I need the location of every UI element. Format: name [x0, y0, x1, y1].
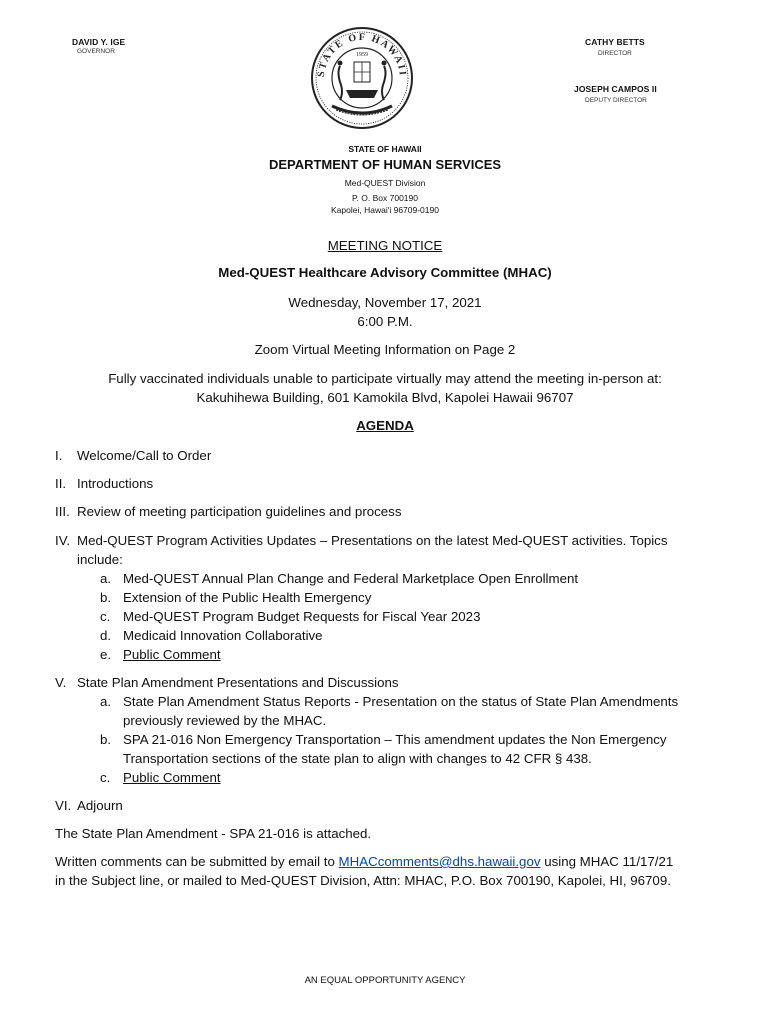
footer-equal-opportunity: AN EQUAL OPPORTUNITY AGENCY	[304, 975, 466, 986]
sub-item-iv-d: Medicaid Innovation Collaborative	[123, 628, 323, 643]
inperson-line-2: Kakuhihewa Building, 601 Kamokila Blvd, Kapolei Hawaii 96707	[196, 390, 574, 405]
sub-item-v-a-line-1: State Plan Amendment Status Reports - Presentation on the status of State Plan Amendments	[123, 694, 679, 709]
meeting-notice-title: MEETING NOTICE	[327, 238, 443, 253]
agenda-item-vi: Adjourn	[77, 798, 123, 813]
inperson-line-1: Fully vaccinated individuals unable to participate virtually may attend the meeting in-person at:	[108, 371, 662, 386]
sub-item-letter: c.	[100, 770, 111, 785]
agenda-item-ii: Introductions	[77, 476, 154, 491]
sub-item-letter: b.	[100, 590, 112, 605]
zoom-info: Zoom Virtual Meeting Information on Page 2	[254, 342, 516, 357]
division-name: Med-QUEST Division	[344, 178, 426, 188]
sub-item-iv-c: Med-QUEST Program Budget Requests for Fiscal Year 2023	[123, 609, 481, 624]
sub-item-letter: a.	[100, 571, 112, 586]
comments-line-1	[55, 852, 673, 871]
comments-prefix: Written comments can be submitted by email to	[55, 854, 339, 869]
meeting-date: Wednesday, November 17, 2021	[288, 295, 482, 310]
meeting-time: 6:00 P.M.	[357, 314, 413, 329]
seal-text: STATE OF HAWAII	[315, 31, 409, 78]
agenda-item-i-number: I.	[55, 448, 63, 463]
agenda-item-iii-number: III.	[55, 504, 70, 519]
agenda-item-iv-number: IV.	[55, 533, 71, 548]
deputy-director-title: DEPUTY DIRECTOR	[585, 97, 647, 104]
sub-item-iv-a: Med-QUEST Annual Plan Change and Federal Marketplace Open Enrollment	[123, 571, 579, 586]
attachment-note: The State Plan Amendment - SPA 21-016 is attached.	[55, 826, 372, 841]
agenda-item-iv-line-1: Med-QUEST Program Activities Updates – Presentations on the latest Med-QUEST activities. Topics	[77, 533, 668, 548]
sub-item-v-b-line-1: SPA 21-016 Non Emergency Transportation – This amendment updates the Non Emergency	[123, 732, 667, 747]
deputy-director-name: JOSEPH CAMPOS II	[574, 84, 657, 94]
agenda-item-v: State Plan Amendment Presentations and Discussions	[77, 675, 399, 690]
sub-item-letter: d.	[100, 628, 112, 643]
department-name: DEPARTMENT OF HUMAN SERVICES	[268, 157, 502, 172]
director-name: CATHY BETTS	[585, 37, 645, 47]
director-title: DIRECTOR	[598, 50, 632, 57]
sub-item-v-a-line-2: previously reviewed by the MHAC.	[123, 713, 327, 728]
sub-item-letter: a.	[100, 694, 112, 709]
comments-line-2: in the Subject line, or mailed to Med-QUEST Division, Attn: MHAC, P.O. Box 700190, Kapolei, HI, 96709.	[55, 873, 671, 888]
city-address: Kapolei, Hawai'i 96709-0190	[331, 205, 439, 215]
seal-year: 1959	[356, 52, 368, 58]
governor-name: DAVID Y. IGE	[72, 37, 126, 47]
agenda-item-iii: Review of meeting participation guidelines and process	[77, 504, 402, 519]
state-label: STATE OF HAWAII	[348, 144, 422, 154]
agenda-heading: AGENDA	[356, 418, 414, 433]
agenda-item-iv-line-2: include:	[77, 552, 123, 567]
governor-title: GOVERNOR	[77, 48, 115, 55]
sub-item-letter: e.	[100, 647, 112, 662]
sub-item-iv-e-public-comment: Public Comment	[123, 647, 221, 662]
agenda-item-i: Welcome/Call to Order	[77, 448, 212, 463]
comments-suffix: using MHAC 11/17/21	[540, 854, 674, 869]
agenda-item-vi-number: VI.	[55, 798, 72, 813]
committee-name: Med-QUEST Healthcare Advisory Committee (MHAC)	[218, 265, 552, 280]
agenda-item-v-number: V.	[55, 675, 67, 690]
sub-item-letter: c.	[100, 609, 111, 624]
state-seal-icon	[310, 26, 414, 130]
sub-item-letter: b.	[100, 732, 112, 747]
agenda-item-ii-number: II.	[55, 476, 67, 491]
sub-item-v-c-public-comment: Public Comment	[123, 770, 221, 785]
sub-item-iv-b: Extension of the Public Health Emergency	[123, 590, 372, 605]
sub-item-v-b-line-2: Transportation sections of the state plan to align with changes to 42 CFR § 438.	[123, 751, 592, 766]
po-box: P. O. Box 700190	[351, 193, 418, 203]
email-link[interactable]: MHACcomments@dhs.hawaii.gov	[338, 854, 541, 869]
